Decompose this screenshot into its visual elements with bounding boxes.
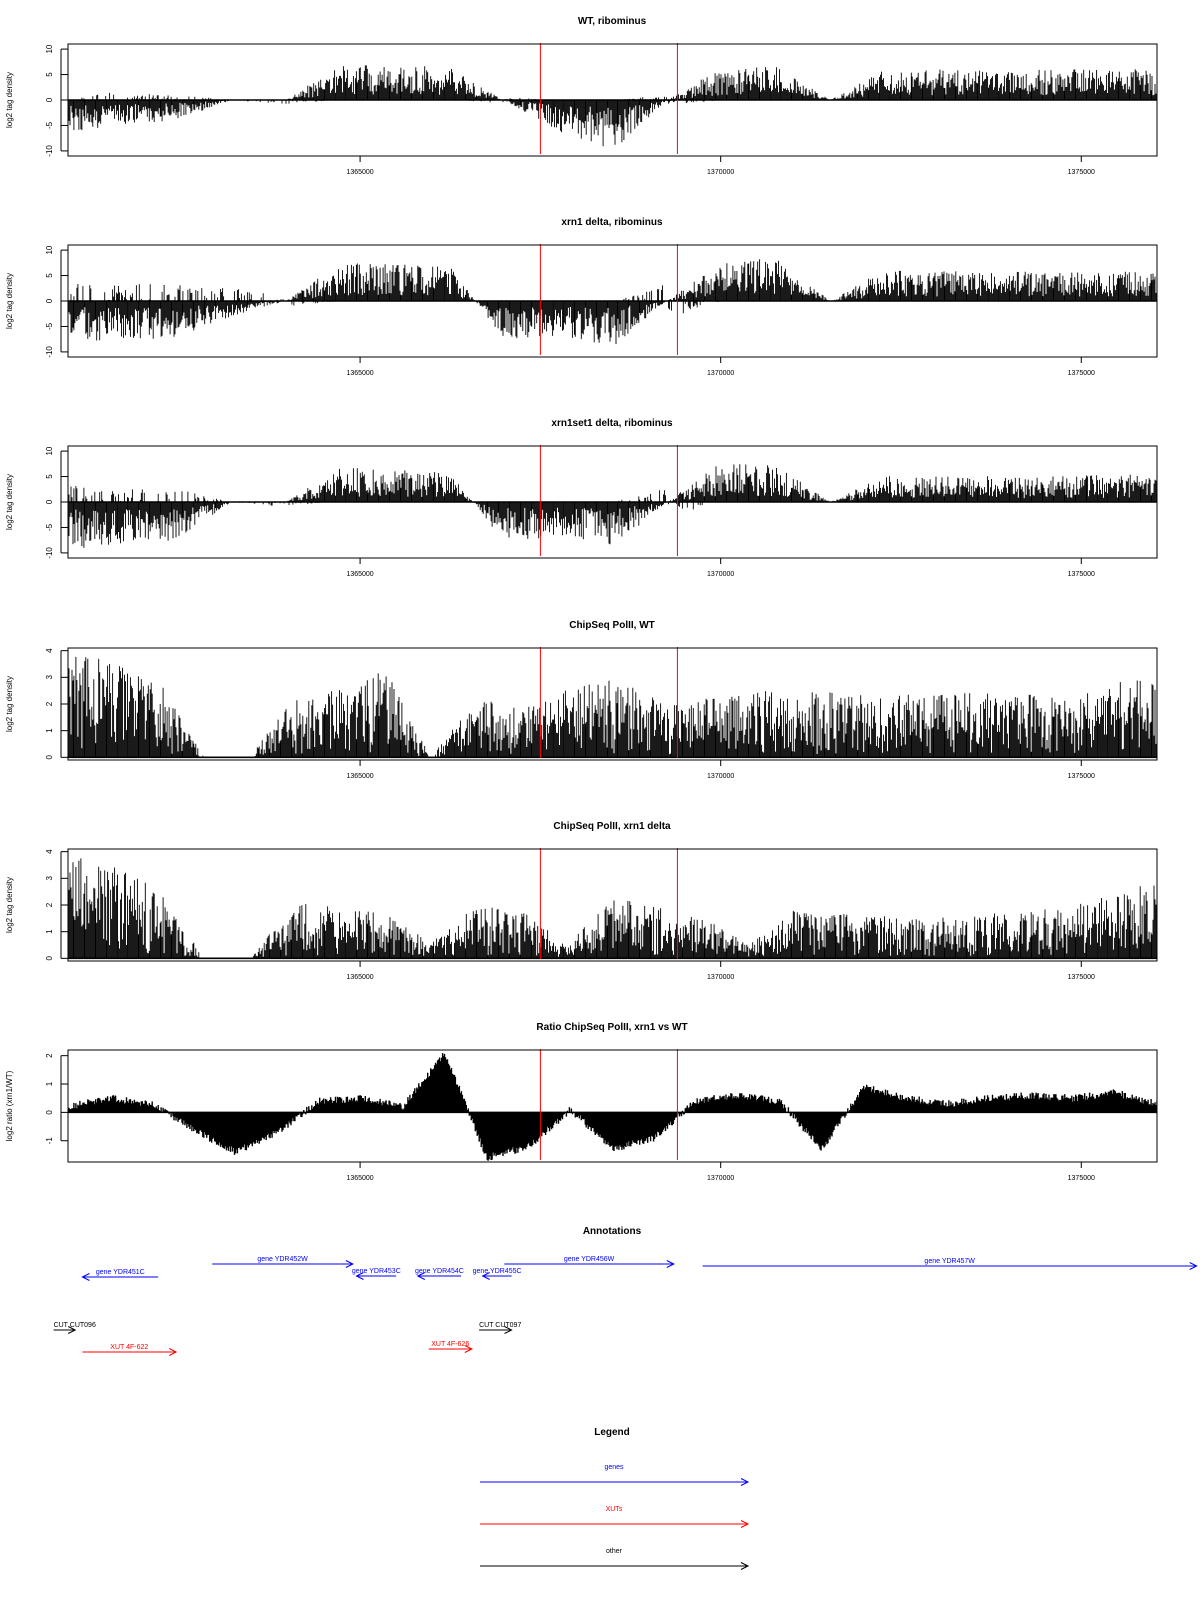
feature-label: gene YDR453C (351, 1268, 401, 1275)
y-tick-label: 2 (45, 902, 54, 908)
y-tick-label: 5 (45, 474, 54, 479)
y-tick-label: -1 (45, 1137, 54, 1145)
y-axis-label: log2 tag density (5, 272, 14, 330)
y-tick-label: -10 (45, 145, 54, 157)
x-tick-label: 1375000 (1067, 1175, 1095, 1182)
x-tick-label: 1370000 (707, 370, 735, 377)
feature-label: gene YDR451C (95, 1269, 145, 1276)
y-tick-label: 10 (45, 446, 54, 456)
legend-title: Legend (594, 1427, 630, 1438)
x-tick-label: 1375000 (1067, 169, 1095, 176)
y-axis-label: log2 ratio (xrn1/WT) (5, 1070, 14, 1142)
y-axis-label: log2 tag density (5, 876, 14, 934)
y-axis-label: log2 tag density (5, 71, 14, 129)
y-tick-label: 0 (45, 956, 54, 961)
y-tick-label: 5 (45, 273, 54, 278)
y-tick-label: 1 (45, 929, 54, 934)
y-tick-label: 0 (45, 298, 54, 304)
x-tick-label: 1370000 (707, 571, 735, 578)
y-axis-label: log2 tag density (5, 675, 14, 733)
feature-label: XUT 4F-622 (110, 1344, 149, 1351)
y-tick-label: -10 (45, 346, 54, 358)
feature-label: CUT CUT096 (53, 1322, 96, 1329)
chart-title: Ratio ChipSeq PolII, xrn1 vs WT (536, 1022, 688, 1033)
chart-title: WT, ribominus (577, 16, 647, 27)
y-tick-label: 10 (45, 44, 54, 54)
y-tick-label: 0 (45, 97, 54, 103)
x-tick-label: 1365000 (346, 169, 374, 176)
y-tick-label: 0 (45, 1110, 54, 1115)
x-tick-label: 1365000 (346, 370, 374, 377)
feature-label: XUT 4F-626 (431, 1341, 470, 1348)
y-tick-label: -5 (45, 121, 54, 130)
x-tick-label: 1375000 (1067, 370, 1095, 377)
y-axis-label: log2 tag density (5, 473, 14, 531)
legend-label: genes (604, 1464, 624, 1471)
x-tick-label: 1370000 (707, 974, 735, 981)
y-tick-label: 1 (45, 1081, 54, 1087)
legend-label: other (606, 1548, 622, 1555)
chart-title: ChipSeq PolII, xrn1 delta (553, 821, 671, 832)
y-tick-label: 1 (45, 728, 54, 733)
y-tick-label: -10 (45, 547, 54, 559)
feature-label: gene YDR452W (257, 1256, 308, 1263)
y-tick-label: 2 (45, 701, 54, 707)
chart-title: ChipSeq PolII, WT (569, 620, 655, 631)
chart-title: xrn1set1 delta, ribominus (551, 418, 673, 429)
feature-label: gene YDR457W (924, 1258, 975, 1265)
y-tick-label: -5 (45, 322, 54, 331)
x-tick-label: 1370000 (707, 773, 735, 780)
y-tick-label: 3 (45, 675, 54, 680)
y-tick-label: 5 (45, 72, 54, 77)
x-tick-label: 1375000 (1067, 974, 1095, 981)
y-tick-label: 4 (45, 849, 54, 854)
y-tick-label: -5 (45, 523, 54, 532)
feature-label: CUT CUT097 (479, 1322, 522, 1329)
x-tick-label: 1365000 (346, 773, 374, 780)
y-tick-label: 3 (45, 876, 54, 881)
x-tick-label: 1365000 (346, 571, 374, 578)
chart-title: xrn1 delta, ribominus (561, 217, 663, 228)
x-tick-label: 1375000 (1067, 773, 1095, 780)
y-tick-label: 2 (45, 1053, 54, 1058)
feature-label: gene YDR456W (563, 1256, 615, 1263)
y-tick-label: 10 (45, 245, 54, 255)
y-tick-label: 4 (45, 648, 54, 653)
feature-label: gene YDR455C (472, 1268, 522, 1275)
feature-label: gene YDR454C (414, 1268, 464, 1275)
y-tick-label: 0 (45, 755, 54, 760)
annotations-title: Annotations (582, 1226, 642, 1237)
legend-label: XUTs (605, 1506, 623, 1513)
x-tick-label: 1365000 (346, 1175, 374, 1182)
x-tick-label: 1365000 (346, 974, 374, 981)
y-tick-label: 0 (45, 499, 54, 505)
x-tick-label: 1370000 (707, 169, 735, 176)
x-tick-label: 1370000 (707, 1175, 735, 1182)
x-tick-label: 1375000 (1067, 571, 1095, 578)
